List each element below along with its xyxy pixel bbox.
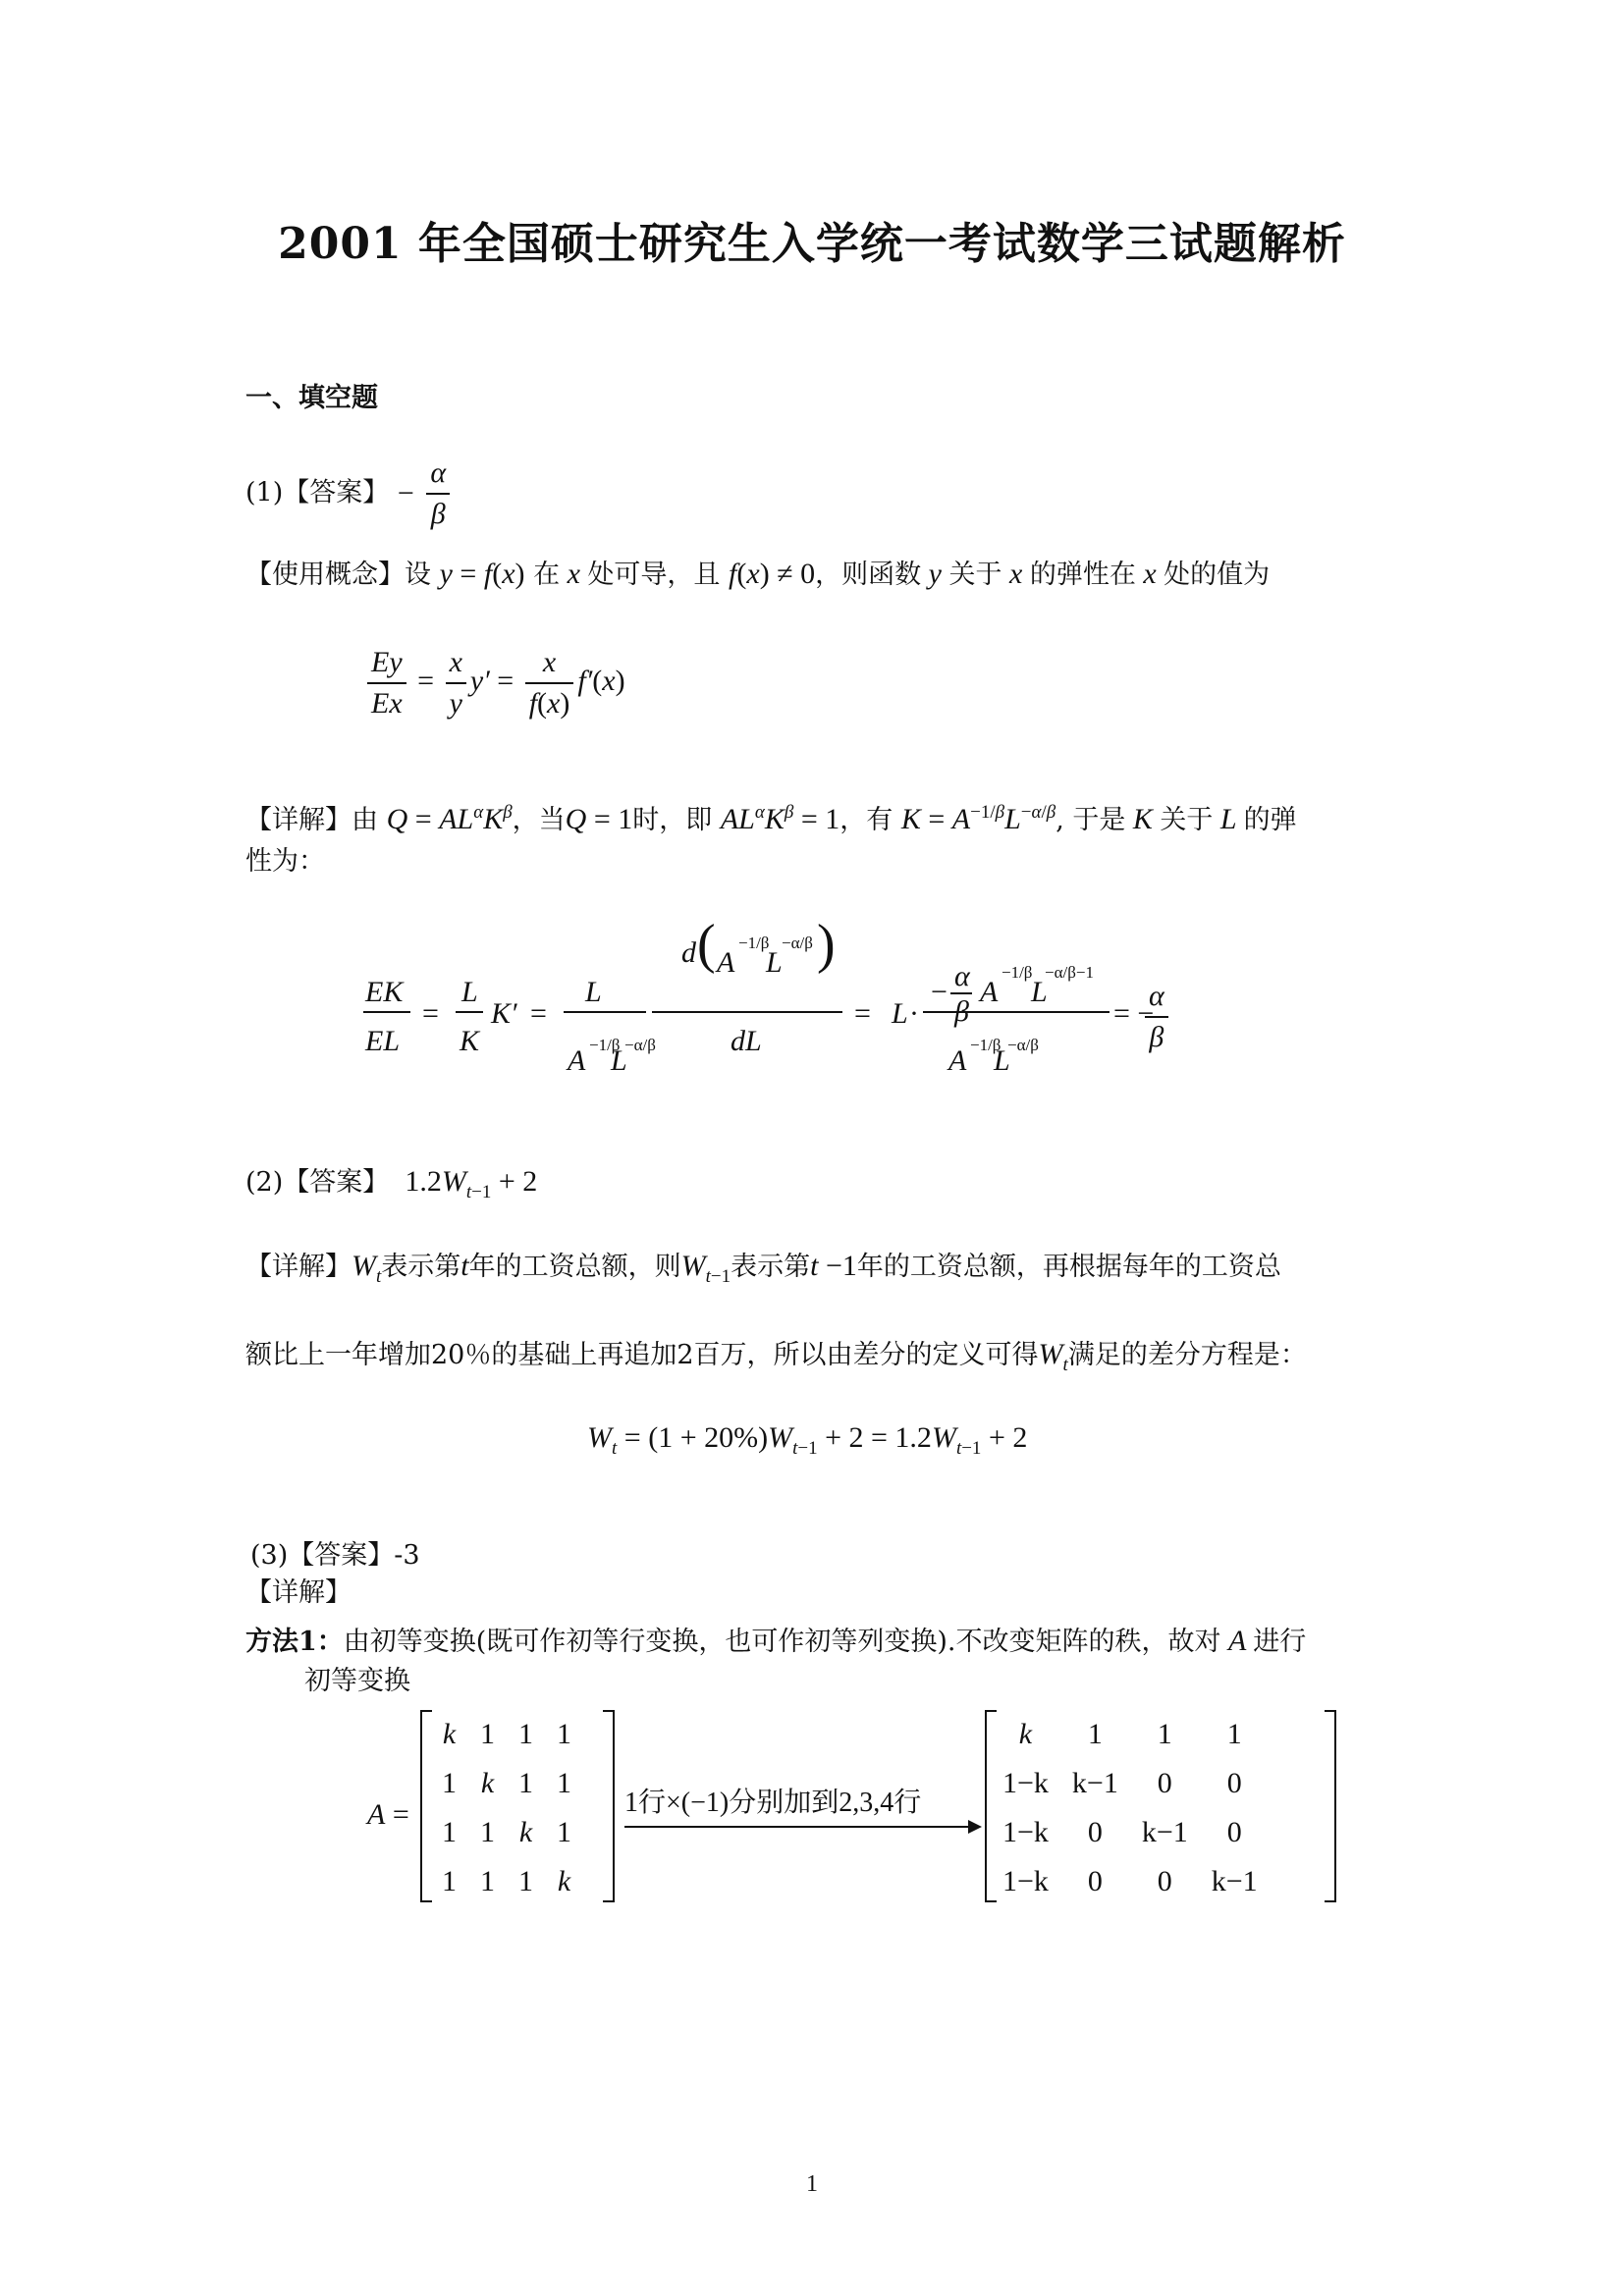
elasticity-formula: $\frac{Ey}{Ex}$ = $\frac{x}{y}$ y′ = $\frac{x}{f(x)}$ f′(x) bbox=[363, 643, 625, 723]
matrix-a-cell: 1 bbox=[557, 1816, 571, 1848]
matrix-a-row bbox=[430, 1710, 583, 1759]
matrix-transformed-row bbox=[991, 1710, 1270, 1759]
svg-text:L: L bbox=[461, 976, 478, 1008]
matrix-a-cell: 1 bbox=[557, 1767, 571, 1799]
matrix-a-row bbox=[430, 1759, 583, 1808]
method-tag: 方法1： bbox=[245, 1627, 344, 1657]
matrix-transformed bbox=[985, 1710, 1336, 1902]
matrix-a-cell: 1 bbox=[480, 1718, 495, 1750]
q3-method-text: 由初等变换(既可作初等行变换，也可作初等列变换).不改变矩阵的秩，故对 bbox=[343, 1627, 1221, 1657]
matrix-a-cell: 1 bbox=[518, 1865, 533, 1897]
matrix-a-cell: 1 bbox=[480, 1816, 495, 1848]
svg-text:·: · bbox=[909, 997, 919, 1030]
q3-detail-tag: 【详解】 bbox=[245, 1577, 352, 1608]
q1-detail-text: ，有 bbox=[839, 805, 893, 835]
svg-text:=: = bbox=[854, 997, 871, 1030]
q1-concept-text: 的弹性在 bbox=[1029, 560, 1136, 590]
svg-text:A: A bbox=[717, 946, 735, 979]
svg-text:−1/β: −1/β bbox=[1001, 963, 1033, 982]
q2-detail-text: 表示第 bbox=[381, 1252, 461, 1282]
matrix-a-cell: 1 bbox=[518, 1718, 533, 1750]
q1-concept-text: 关于 bbox=[948, 560, 1002, 590]
q2-detail-text: 年的工资总额，则 bbox=[468, 1252, 681, 1282]
matrix-a bbox=[420, 1710, 615, 1902]
q3-method-line: 方法1：由初等变换(既可作初等行变换，也可作初等列变换).不改变矩阵的秩，故对 A 进行 bbox=[245, 1625, 1307, 1657]
svg-text:A: A bbox=[568, 1044, 586, 1077]
q1-concept-text: 处的值为 bbox=[1164, 560, 1271, 590]
svg-text:K′: K′ bbox=[491, 997, 517, 1030]
row-operation-label: 1行×(−1)分别加到2,3,4行 bbox=[624, 1788, 922, 1818]
svg-text:(: ( bbox=[697, 914, 716, 975]
q1-concept-text: 在 bbox=[533, 560, 561, 590]
matrix-transformed-cell: 1 bbox=[1087, 1718, 1103, 1750]
matrix-a-cell: k bbox=[557, 1865, 571, 1897]
matrix-a-cell: 1 bbox=[442, 1816, 457, 1848]
svg-text:L: L bbox=[766, 946, 783, 979]
q3-answer-line: (3)【答案】-3 bbox=[250, 1540, 420, 1571]
matrix-transformed-cell: 0 bbox=[1157, 1767, 1172, 1799]
svg-text:−: − bbox=[931, 976, 947, 1008]
elasticity-result: $\frac{\alpha}{\beta}$ bbox=[1141, 977, 1172, 1057]
matrix-a-cell: k bbox=[442, 1718, 457, 1750]
svg-text:L: L bbox=[611, 1044, 627, 1077]
matrix-a-cell: 1 bbox=[480, 1865, 495, 1897]
matrix-transformed-cell: 1 bbox=[1157, 1718, 1172, 1750]
matrix-a-cell: k bbox=[518, 1816, 533, 1848]
q1-detail-text: 由 bbox=[352, 805, 378, 835]
svg-text:L: L bbox=[1031, 976, 1048, 1008]
svg-text:α: α bbox=[954, 960, 970, 992]
page-number: 1 bbox=[806, 2171, 818, 2197]
svg-text:−α/β: −α/β bbox=[782, 934, 813, 952]
elasticity-derivation bbox=[353, 903, 1178, 1099]
matrix-transformed-cell: 0 bbox=[1157, 1865, 1172, 1897]
q1-answer-line: (1)【答案】 − $\frac{\alpha}{\beta}$ bbox=[245, 454, 454, 534]
matrix-transformed-cell: k bbox=[1018, 1718, 1033, 1750]
svg-text:−α/β: −α/β bbox=[624, 1036, 656, 1054]
q1-detail-text: 关于 bbox=[1160, 805, 1214, 835]
svg-text:L: L bbox=[585, 976, 602, 1008]
matrix-transformed-row bbox=[991, 1808, 1270, 1857]
svg-text:β: β bbox=[954, 995, 969, 1028]
svg-text:K: K bbox=[460, 1025, 480, 1057]
matrix-transformed-cell: k−1 bbox=[1211, 1865, 1258, 1897]
matrix-a-cell: 1 bbox=[442, 1865, 457, 1897]
q1-answer-fraction: $\frac{\alpha}{\beta}$ bbox=[426, 454, 450, 534]
matrix-transformed-row bbox=[991, 1857, 1270, 1906]
arrowhead-icon bbox=[968, 1820, 982, 1834]
matrix-transformed-cell: 1 bbox=[1226, 1718, 1242, 1750]
q1-detail-tag: 【详解】 bbox=[245, 805, 352, 835]
matrix-a-row bbox=[430, 1857, 583, 1906]
q3-method-text: 进行 bbox=[1253, 1627, 1307, 1657]
svg-text:=: = bbox=[530, 997, 547, 1030]
svg-text:−α/β: −α/β bbox=[1007, 1036, 1039, 1054]
svg-text:dL: dL bbox=[731, 1025, 762, 1057]
q3-method-line-2: 初等变换 bbox=[304, 1666, 410, 1696]
q1-concept-text: 处可导，且 bbox=[587, 560, 721, 590]
svg-text:L: L bbox=[994, 1044, 1010, 1077]
q1-concept-line: 【使用概念】设 y = f(x) 在 x 处可导，且 f(x) ≠ 0，则函数 y 关于 x 的弹性在 x 处的值为 bbox=[245, 558, 1271, 590]
matrix-transformed-cell: 1−k bbox=[1002, 1767, 1049, 1799]
matrix-transformed-cell: k−1 bbox=[1141, 1816, 1188, 1848]
svg-text:−1/β: −1/β bbox=[738, 934, 770, 952]
q1-detail-text: , 于是 bbox=[1056, 805, 1126, 835]
difference-equation: $W_t = (1 + 20\%)W_{t-1} + 2 = 1.2W_{t-1} + 2$ bbox=[587, 1421, 1028, 1459]
svg-text:A: A bbox=[948, 1044, 967, 1077]
q2-detail-text: 额比上一年增加20％的基础上再追加2百万，所以由差分的定义可得 bbox=[245, 1340, 1039, 1370]
svg-text:−α/β−1: −α/β−1 bbox=[1045, 963, 1094, 982]
q1-answer-label: (1)【答案】 bbox=[245, 477, 390, 508]
q2-detail-text: 表示第 bbox=[731, 1252, 811, 1282]
transform-arrow bbox=[624, 1826, 970, 1828]
matrix-transformed-row bbox=[991, 1759, 1270, 1808]
svg-text:): ) bbox=[817, 914, 836, 975]
svg-text:−1/β: −1/β bbox=[970, 1036, 1001, 1054]
q2-detail-line: 【详解】$W_t$表示第t年的工资总额，则$W_{t-1}$表示第t −1年的工资总额，再根据每年的工资总 bbox=[245, 1250, 1281, 1287]
matrix-a-cell: 1 bbox=[518, 1767, 533, 1799]
matrix-transformed-cell: 0 bbox=[1087, 1816, 1103, 1848]
svg-text:EK: EK bbox=[365, 976, 404, 1008]
q1-concept-tag: 【使用概念】 bbox=[245, 560, 405, 590]
svg-text:L: L bbox=[892, 997, 908, 1030]
q1-detail-text: ，当 bbox=[512, 805, 566, 835]
matrix-a-cell: k bbox=[480, 1767, 495, 1799]
matrix-transformed-cell: 0 bbox=[1087, 1865, 1103, 1897]
q2-detail-text: 年的工资总额，再根据每年的工资总 bbox=[856, 1252, 1281, 1282]
svg-text:−1/β: −1/β bbox=[589, 1036, 621, 1054]
svg-text:=: = bbox=[422, 997, 439, 1030]
svg-text:= −: = − bbox=[1113, 997, 1155, 1030]
svg-text:d: d bbox=[681, 936, 696, 969]
q2-detail-text: 满足的差分方程是： bbox=[1067, 1340, 1307, 1370]
matrix-transformed-cell: 0 bbox=[1226, 1816, 1242, 1848]
matrix-label: A = bbox=[367, 1798, 409, 1831]
q1-concept-text: 设 bbox=[405, 560, 431, 590]
q2-answer-line: (2)【答案】 $1.2W_{t-1} + 2$ bbox=[245, 1165, 538, 1202]
matrix-a-row bbox=[430, 1808, 583, 1857]
q2-detail-line-2: 额比上一年增加20％的基础上再追加2百万，所以由差分的定义可得$W_t$满足的差分方程是： bbox=[245, 1338, 1307, 1375]
q1-concept-text: ，则函数 bbox=[815, 560, 922, 590]
q1-detail-line-2: 性为： bbox=[245, 846, 325, 877]
svg-text:A: A bbox=[980, 976, 999, 1008]
section-heading-fill-in: 一、填空题 bbox=[245, 383, 378, 413]
q1-detail-line: 【详解】由 $Q = AL^\alpha K^\beta$，当Q = 1时，即 $AL^\alpha K^\beta = 1$，有 $K = A^{-1/\beta}L^{-\alpha/\beta}$, 于是 K 关于 L 的弹 bbox=[245, 802, 1297, 835]
matrix-transformed-cell: 1−k bbox=[1002, 1865, 1049, 1897]
q2-answer-label: (2)【答案】 bbox=[245, 1167, 390, 1198]
matrix-transformed-cell: k−1 bbox=[1071, 1767, 1118, 1799]
page-title: 2001 年全国硕士研究生入学统一考试数学三试题解析 bbox=[278, 219, 1346, 269]
matrix-transformed-cell: 1−k bbox=[1002, 1816, 1049, 1848]
q1-detail-text: 的弹 bbox=[1243, 805, 1297, 835]
svg-text:EL: EL bbox=[365, 1025, 401, 1057]
matrix-a-cell: 1 bbox=[442, 1767, 457, 1799]
matrix-transformed-cell: 0 bbox=[1226, 1767, 1242, 1799]
q1-detail-text: 时，即 bbox=[632, 805, 713, 835]
matrix-a-cell: 1 bbox=[557, 1718, 571, 1750]
q2-detail-tag: 【详解】 bbox=[245, 1252, 352, 1282]
